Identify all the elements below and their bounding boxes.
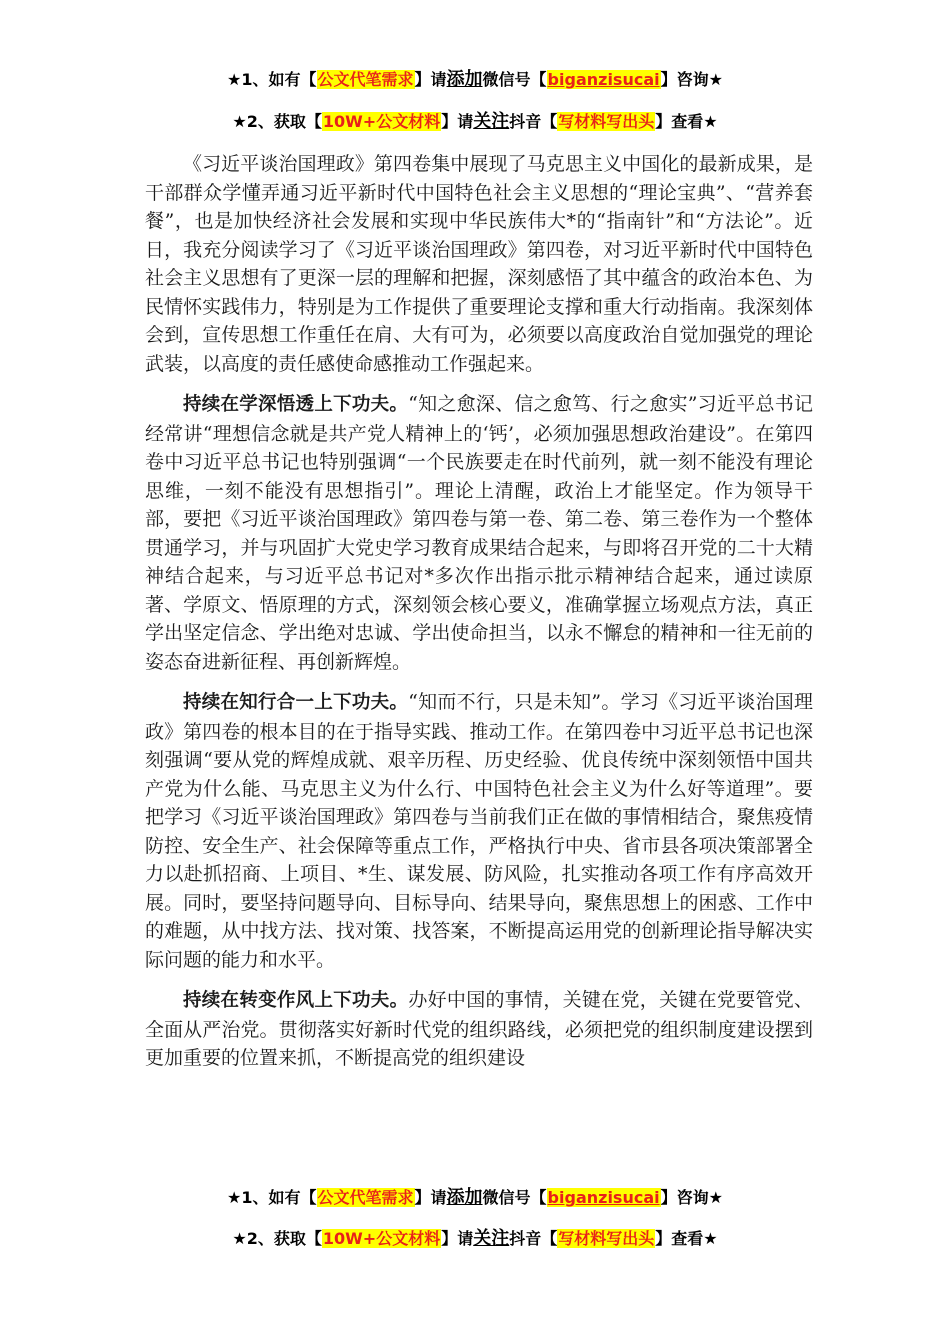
paragraph-lead: 持续在学深悟透上下功夫。 [183,394,409,415]
banner-prefix: ★2、获取【 [232,1229,322,1248]
paragraph-lead: 持续在转变作风上下功夫。 [183,990,409,1011]
article-body [145,150,813,1072]
banner-suffix: 】查看★ [655,1229,718,1248]
wechat-id-link[interactable]: biganzisucai [547,70,660,89]
paragraph-style [145,986,813,1072]
banner-top-line-2 [0,110,950,134]
wechat-id-link[interactable]: biganzisucai [547,1188,660,1207]
paragraph-practice [145,688,813,974]
banner-prefix: ★1、如有【 [227,1188,317,1207]
emphasis-follow: 关注 [473,1228,510,1249]
highlight-materials: 10W+公文材料 [322,112,441,131]
paragraph-study [145,390,813,676]
paragraph-intro: 《习近平谈治国理政》第四卷集中展现了马克思主义中国化的最新成果，是干部群众学懂弄通习近平新时代中国特色社会主义思想的“理论宝典”、“营养套餐”，也是加快经济社会发展和实现中华民族伟大*的“指南针”和“方法论”。近日，我充分阅读学习了《习近平谈治国理政》第四卷，对习近平新时代中国特色社会主义思想有了更深一层的理解和把握，深刻感悟了其中蕴含的政治本色、为民情怀实践伟力，特别是为工作提供了重要理论支撑和重大行动指南。我深刻体会到，宣传思想工作重任在肩、大有可为，必须要以高度政治自觉加强党的理论武装，以高度的责任感使命感推动工作强起来。 [145,153,813,375]
banner-suffix: 】咨询★ [660,1188,723,1207]
paragraph-text: “知之愈深、信之愈笃、行之愈实”习近平总书记经常讲“理想信念就是共产党人精神上的‘钙’，必须加强思想政治建设”。在第四卷中习近平总书记也特别强调“一个民族要走在时代前列，就一刻不能没有理论思维，一刻不能没有思想指引”。理论上清醒，政治上才能坚定。作为领导干部，要把《习近平谈治国理政》第四卷与第一卷、第二卷、第三卷作为一个整体贯通学习，并与巩固扩大党史学习教育成果结合起来，与即将召开党的二十大精神结合起来，与习近平总书记对*多次作出指示批示精神结合起来，通过读原著、学原文、悟原理的方式，深刻领会核心要义，准确掌握立场观点方法，真正学出坚定信念、学出绝对忠诚、学出使命担当，以永不懈怠的精神和一往无前的姿态奋进新征程、再创新辉煌。 [145,393,813,673]
banner-text: 】请 [414,1188,447,1207]
douyin-account-highlight: 写材料写出头 [558,1229,655,1248]
banner-top-line-1 [0,68,950,92]
banner-text: 】请 [414,70,447,89]
banner-text: 微信号【 [482,1188,547,1207]
banner-suffix: 】查看★ [655,112,718,131]
banner-suffix: 】咨询★ [660,70,723,89]
highlight-writing-service: 公文代笔需求 [317,1188,414,1207]
emphasis-add: 添加 [446,1187,483,1208]
banner-bottom-line-1 [0,1186,950,1210]
emphasis-add: 添加 [446,69,483,90]
emphasis-follow: 关注 [473,111,510,132]
banner-text: 】请 [441,112,474,131]
paragraph-clip [145,986,813,1072]
highlight-writing-service: 公文代笔需求 [317,70,414,89]
banner-prefix: ★2、获取【 [232,112,322,131]
banner-text: 抖音【 [509,1229,558,1248]
highlight-materials: 10W+公文材料 [322,1229,441,1248]
douyin-account-highlight: 写材料写出头 [558,112,655,131]
banner-text: 】请 [441,1229,474,1248]
paragraph-text: 办好中国的事情，关键在党，关键在党要管党、全面从严治党。贯彻落实好新时代党的组织路线，必须把党的组织制度建设摆到更加重要的位置来抓，不断提高党的组织建设 [145,989,813,1069]
banner-bottom-line-2 [0,1227,950,1251]
paragraph-lead: 持续在知行合一上下功夫。 [183,692,409,713]
banner-text: 微信号【 [482,70,547,89]
paragraph-text: “知而不行，只是未知”。学习《习近平谈治国理政》第四卷的根本目的在于指导实践、推动工作。在第四卷中习近平总书记也深刻强调“要从党的辉煌成就、艰辛历程、历史经验、优良传统中深刻领悟中国共产党为什么能、马克思主义为什么行、中国特色社会主义为什么好等道理”。要把学习《习近平谈治国理政》第四卷与当前我们正在做的事情相结合，聚焦疫情防控、安全生产、社会保障等重点工作，严格执行中央、省市县各项决策部署全力以赴抓招商、上项目、*生、谋发展、防风险，扎实推动各项工作有序高效开展。同时，要坚持问题导向、目标导向、结果导向，聚焦思想上的困惑、工作中的难题，从中找方法、找对策、找答案，不断提高运用党的创新理论指导解决实际问题的能力和水平。 [145,691,813,971]
banner-prefix: ★1、如有【 [227,70,317,89]
banner-text: 抖音【 [509,112,558,131]
